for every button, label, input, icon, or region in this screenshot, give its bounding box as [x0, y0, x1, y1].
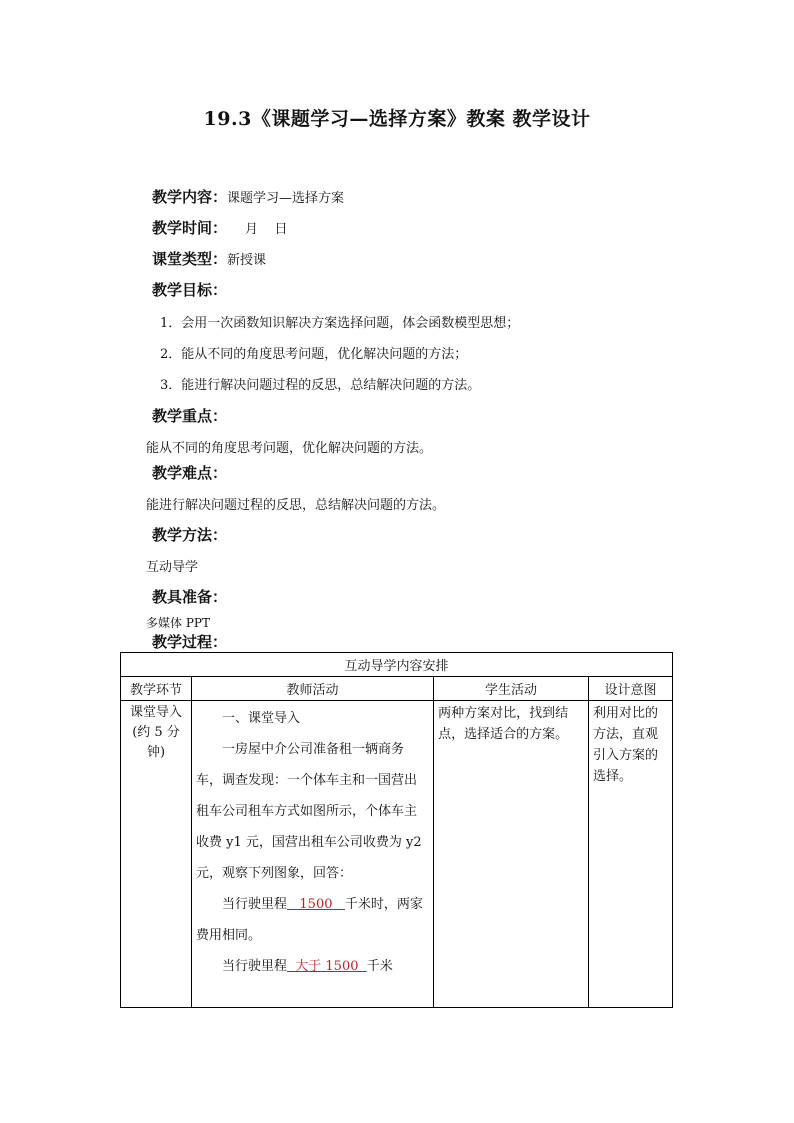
- type-field: [152, 248, 266, 269]
- tools-text: 多媒体 PPT: [146, 616, 210, 630]
- table-caption: 互动导学内容安排: [121, 653, 673, 677]
- teacher-activity-cell: [192, 701, 434, 1008]
- time-field: [152, 217, 288, 238]
- content-label: 教学内容：: [152, 188, 228, 206]
- difficulty-text: 能进行解决问题过程的反思，总结解决问题的方法。: [146, 498, 446, 513]
- question-two-prefix: 当行驶里程: [222, 959, 288, 974]
- tools-label: 教具准备：: [152, 588, 228, 606]
- process-table: [120, 652, 673, 1008]
- table-row: [121, 701, 673, 1008]
- column-header: 学生活动: [434, 677, 589, 701]
- time-label: 教学时间：: [152, 219, 228, 237]
- column-header: 教学环节: [121, 677, 192, 701]
- teacher-paragraph: 一房屋中介公司准备租一辆商务车，调查发现：一个体车主和一国营出租车公司租车方式如图所示，个体车主收费 y1 元，国营出租车公司收费为 y2 元，观察下列图象，回答：: [196, 742, 422, 881]
- design-intent-cell: 利用对比的方法，直观引入方案的选择。: [589, 701, 673, 1008]
- question-two: [196, 951, 429, 982]
- goal-item: 2．能从不同的角度思考问题，优化解决问题的方法；: [160, 347, 468, 362]
- column-header: 设计意图: [589, 677, 673, 701]
- key-point-label: 教学重点：: [152, 407, 228, 425]
- answer-blank-two: 大于 1500: [287, 959, 367, 974]
- table-header-row: [121, 677, 673, 701]
- column-header: 教师活动: [192, 677, 434, 701]
- question-one-suffix: 千米时，两家费用相同。: [196, 897, 423, 943]
- question-one: [196, 889, 429, 951]
- answer-blank-one: 1500: [287, 897, 345, 912]
- key-point-text: 能从不同的角度思考问题，优化解决问题的方法。: [146, 441, 433, 456]
- content-value: 课题学习—选择方案: [227, 191, 345, 206]
- time-value: 月 日: [245, 222, 288, 237]
- goal-item: 1．会用一次函数知识解决方案选择问题，体会函数模型思想；: [160, 316, 520, 331]
- student-activity-cell: 两种方案对比，找到结点，选择适合的方案。: [434, 701, 589, 1008]
- stage-cell: 课堂导入(约 5 分钟): [121, 701, 192, 1008]
- page-title: 19.3《课题学习—选择方案》教案 教学设计: [203, 108, 591, 130]
- question-two-suffix: 千米: [366, 959, 393, 974]
- method-label: 教学方法：: [152, 526, 228, 544]
- difficulty-label: 教学难点：: [152, 464, 228, 482]
- method-text: 互动导学: [146, 560, 199, 575]
- content-field: [152, 186, 344, 207]
- table-caption-row: [121, 653, 673, 677]
- goals-label: 教学目标：: [152, 281, 228, 299]
- process-label: 教学过程：: [152, 633, 228, 651]
- goal-item: 3．能进行解决问题过程的反思，总结解决问题的方法。: [160, 378, 481, 393]
- question-one-prefix: 当行驶里程: [222, 897, 288, 912]
- teacher-heading: 一、课堂导入: [222, 711, 301, 726]
- type-label: 课堂类型：: [152, 250, 228, 268]
- type-value: 新授课: [227, 253, 267, 268]
